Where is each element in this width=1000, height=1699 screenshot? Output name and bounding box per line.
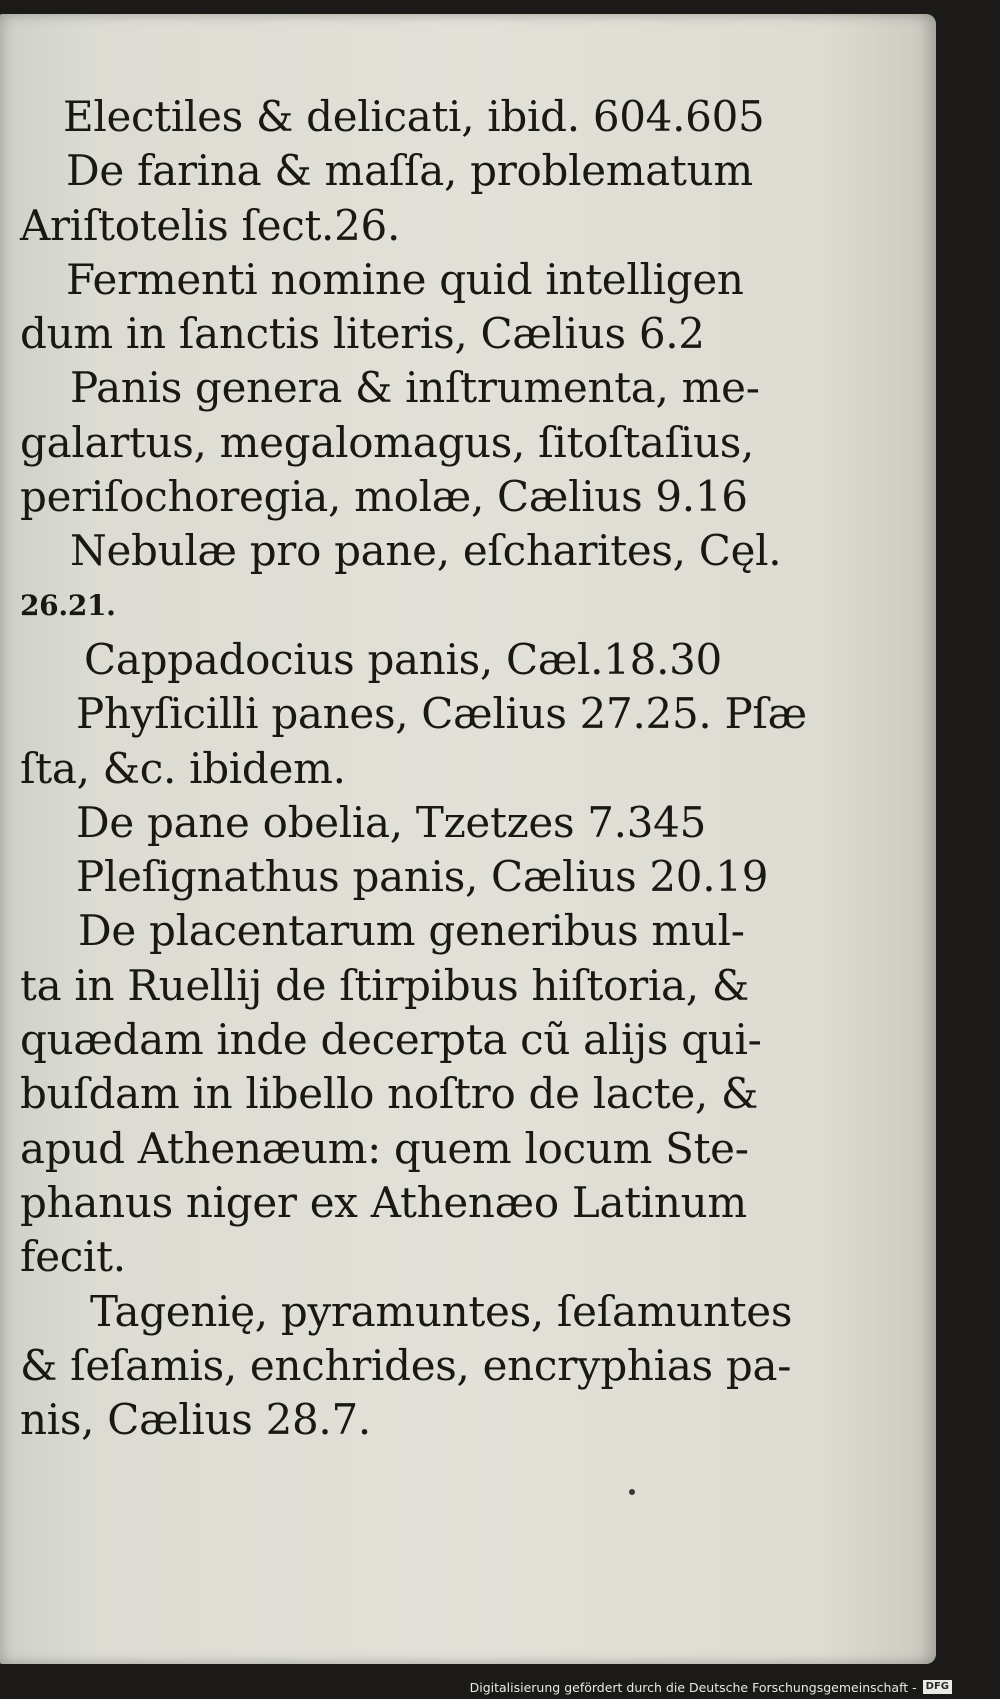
text-line: 26.21. [20,588,116,622]
dfg-logo-icon: DFG [923,1680,952,1694]
text-line: fecit. [20,1232,126,1282]
index-text [20,90,807,1447]
text-line: Electiles & delicati, ibid. 604.605 [63,92,765,141]
text-line: Cappadocius panis, Cæl.18.30 [84,634,722,684]
text-line: galartus, megalomagus, ſitoſtaſius, [20,417,755,467]
text-line: apud Athenæum: quem locum Ste- [20,1123,749,1173]
text-line: De pane obelia, Tzetzes 7.345 [76,797,706,847]
text-line: phanus niger ex Athenæo Latinum [20,1177,747,1227]
text-line: nis, Cælius 28.7. [20,1395,371,1445]
text-line: Panis genera & inſtrumenta, me- [70,363,760,413]
text-line: Ariſtotelis ſect.26. [20,200,400,250]
text-line: ta in Ruellij de ſtirpibus hiſtoria, & [20,960,749,1010]
text-line: Phyſicilli panes, Cælius 27.25. Pſæ [76,689,807,739]
text-line: Fermenti nomine quid intelligen [66,254,744,304]
text-line: Nebulæ pro pane, eſcharites, Cęl. [70,526,782,576]
text-line: ſta, &c. ibidem. [20,743,346,793]
text-line: dum in ſanctis literis, Cælius 6.2 [20,309,705,359]
text-line: Tagenię, pyramuntes, ſeſamuntes [90,1286,793,1336]
text-line: quædam inde decerpta cũ alijs qui- [20,1015,762,1065]
footer-text: Digitalisierung gefördert durch die Deutsche Forschungsgemeinschaft - [469,1679,917,1695]
text-line: De placentarum generibus mul- [78,906,745,956]
text-line: Pleſignathus panis, Cælius 20.19 [76,852,769,902]
book-page [0,14,936,1664]
text-line: periſochoregia, molæ, Cælius 9.16 [20,472,748,522]
text-line: buſdam in libello noſtro de lacte, & [20,1069,759,1119]
digitization-footer [470,1677,952,1697]
ink-speck [629,1489,635,1495]
text-line: De farina & maſſa, problematum [66,146,753,196]
text-line: & ſeſamis, enchrides, encryphias pa- [20,1340,792,1390]
